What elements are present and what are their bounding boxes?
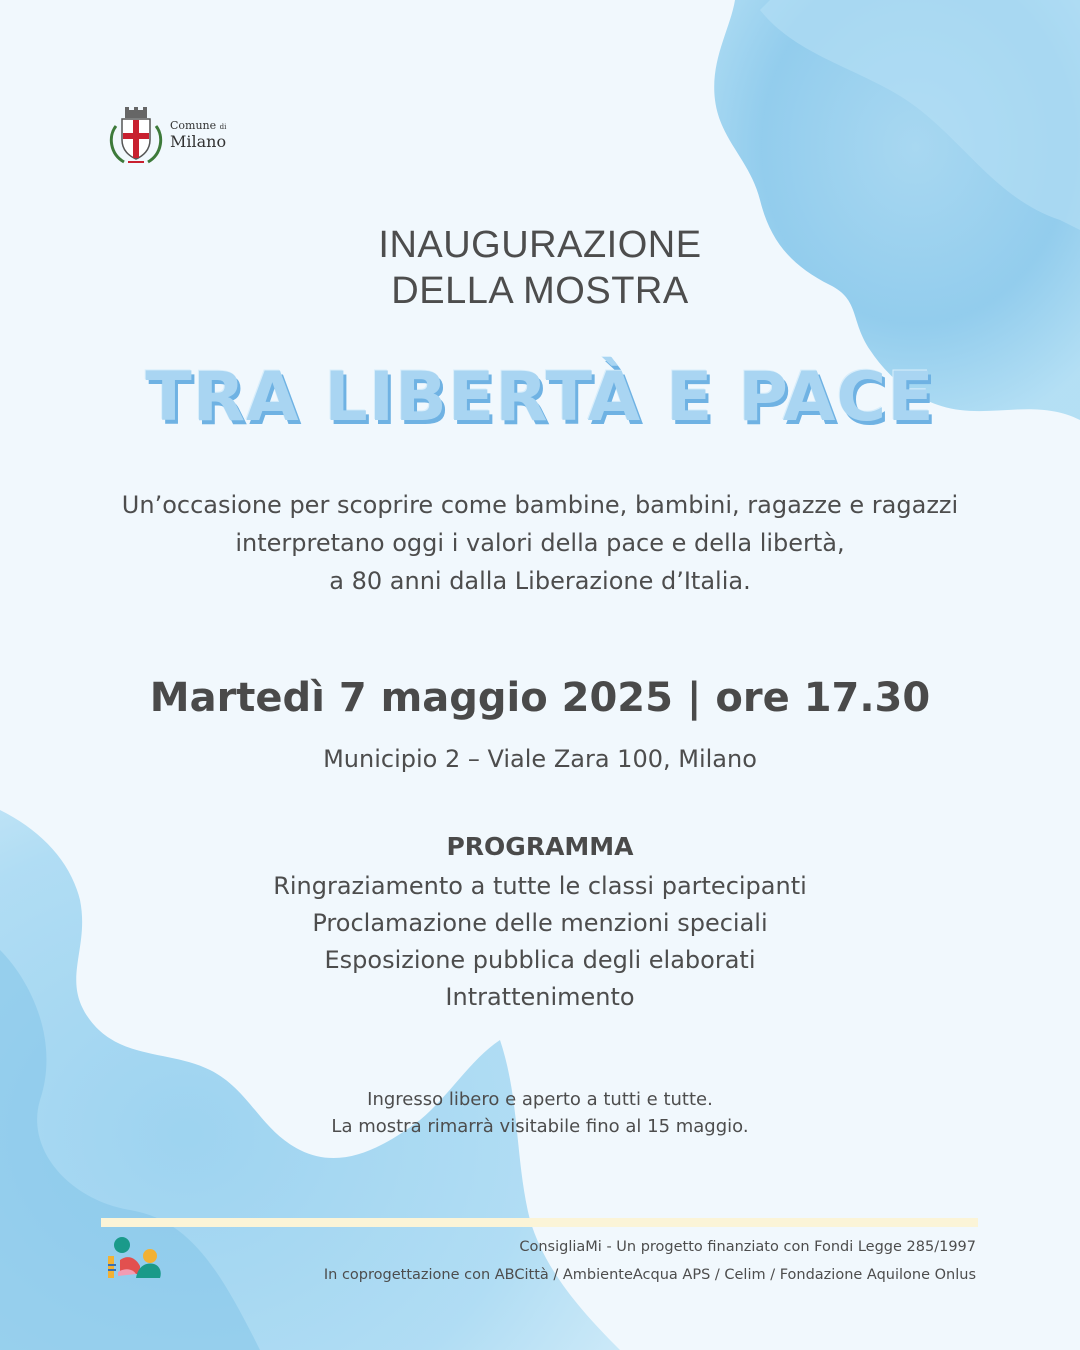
footer-divider bbox=[101, 1218, 978, 1227]
description-line-2: interpretano oggi i valori della pace e della libertà, bbox=[235, 529, 845, 557]
event-venue: Municipio 2 – Viale Zara 100, Milano bbox=[323, 745, 757, 773]
description-line-1: Un’occasione per scoprire come bambine, bambini, ragazze e ragazzi bbox=[121, 491, 959, 519]
note-line-1: Ingresso libero e aperto a tutti e tutte. bbox=[367, 1089, 713, 1110]
program-heading: PROGRAMMA bbox=[446, 832, 634, 861]
program-list bbox=[0, 868, 1080, 1016]
program-item: Proclamazione delle menzioni speciali bbox=[312, 909, 768, 937]
event-date-time: Martedì 7 maggio 2025 | ore 17.30 bbox=[149, 675, 931, 721]
logo-line2: Milano bbox=[170, 132, 227, 151]
footer-line-2: In coprogettazione con ABCittà / AmbienteAcqua APS / Celim / Fondazione Aquilone Onlus bbox=[323, 1267, 976, 1283]
description-line-3: a 80 anni dalla Liberazione d’Italia. bbox=[329, 567, 751, 595]
program-item: Esposizione pubblica degli elaborati bbox=[324, 946, 756, 974]
note-line-2: La mostra rimarrà visitabile fino al 15 maggio. bbox=[331, 1116, 749, 1137]
inauguration-heading bbox=[0, 222, 1080, 314]
consigliami-logo-icon bbox=[106, 1236, 162, 1280]
logo-line1-small: di bbox=[219, 123, 227, 131]
exhibition-title: TRA LIBERTÀ E PACE bbox=[145, 358, 935, 437]
eyebrow-line-2: DELLA MOSTRA bbox=[391, 270, 689, 312]
program-item: Ringraziamento a tutte le classi partecipanti bbox=[273, 872, 807, 900]
program-item: Intrattenimento bbox=[445, 983, 635, 1011]
footer-credits bbox=[324, 1233, 976, 1289]
event-description bbox=[0, 486, 1080, 600]
admission-notes bbox=[0, 1086, 1080, 1140]
eyebrow-line-1: INAUGURAZIONE bbox=[378, 224, 702, 266]
logo-line1: Comune bbox=[170, 119, 217, 132]
city-crest-icon bbox=[106, 106, 166, 168]
footer-line-1: ConsigliaMi - Un progetto finanziato con Fondi Legge 285/1997 bbox=[519, 1239, 976, 1255]
comune-milano-logo bbox=[106, 106, 246, 168]
